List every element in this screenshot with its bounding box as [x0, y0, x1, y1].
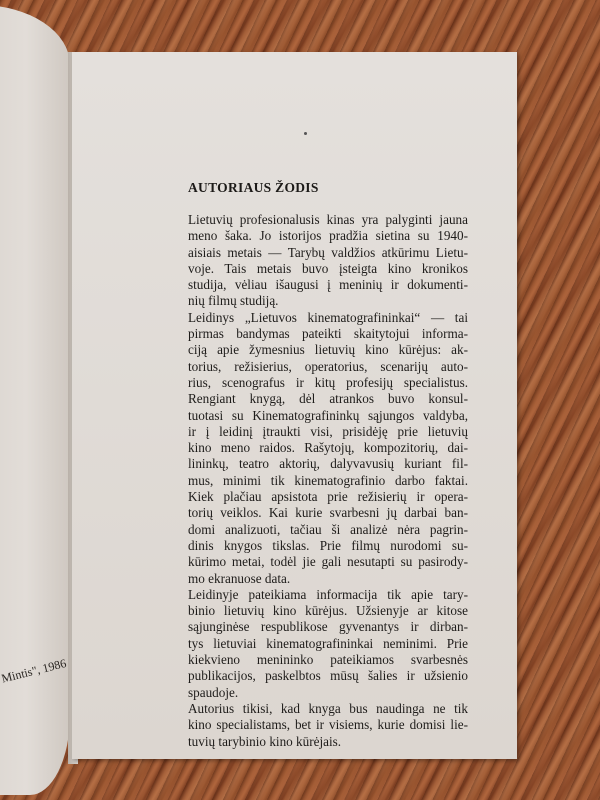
text-line: Leidinys „Lietuvos kinematografininkai“ — tai — [188, 309, 468, 325]
text-line: binio lietuvių kino kūrėjus. Užsienyje ar kitose — [188, 603, 468, 619]
text-line: kiekvieno menininko pateikiamos svarbesnės — [188, 652, 468, 668]
text-line: kino meno raidos. Rašytojų, kompozitorių, dai- — [188, 440, 468, 456]
text-line: Kiek plačiau apsistota prie režisierių ir opera- — [188, 489, 468, 505]
text-line: sąjunginėse respublikose gyvenantys ir dirban- — [188, 619, 468, 635]
text-line: lininkų, teatro aktorių, dalyvavusių kuriant fil- — [188, 456, 468, 472]
text-line: tuotasi su Kinematografininkų sąjungos valdyba, — [188, 407, 468, 423]
text-line: domi analizuoti, tačiau ši analizė nėra pagrin- — [188, 521, 468, 537]
page-heading: AUTORIAUS ŽODIS — [188, 180, 319, 195]
text-line: ciją apie žymesnius lietuvių kino kūrėjus: ak- — [188, 342, 468, 358]
text-line: torius, režisierius, operatorius, scenarijų auto- — [188, 358, 468, 374]
left-page-imprint: Mintis", 1986 — [0, 655, 68, 686]
text-line: Lietuvių profesionalusis kinas yra palyginti jauna — [188, 212, 468, 227]
text-line: kūrimo metai, todėl jie gali nesutapti su pasirody- — [188, 554, 468, 570]
text-line: mo ekranuose data. — [188, 570, 291, 586]
text-line: kino specialistams, bet ir visiems, kurie domisi lie- — [188, 717, 468, 733]
body-text — [188, 212, 468, 750]
text-line: publikacijos, paskelbtos mūsų šalies ir užsienio — [188, 668, 468, 684]
text-line: Leidinyje pateikiama informacija tik apie tary- — [188, 586, 468, 602]
text-line: rius, scenografus ir kitų profesijų specialistus. — [188, 374, 468, 390]
page-mark — [304, 132, 307, 135]
text-line: spaudoje. — [188, 684, 239, 700]
text-line: torių veiklos. Kai kurie svarbesni jų darbai ban- — [188, 505, 468, 521]
text-line: Autorius tikisi, kad knyga bus naudinga ne tik — [188, 700, 468, 716]
text-line: aisiais metais — Tarybų valdžios atkūrimu Lietu- — [188, 244, 468, 260]
text-line: dinis knygos tikslas. Prie filmų nurodomi su- — [188, 537, 468, 553]
text-line: meno šaka. Jo istorijos pradžia sietina su 1940- — [188, 228, 468, 244]
right-page — [72, 52, 517, 759]
text-line: Rengiant knygą, dėl atrankos buvo konsul- — [188, 391, 468, 407]
text-line: mus, minimi tik kinematografinio darbo faktai. — [188, 472, 468, 488]
text-line: studija, vėliau išaugusi į meninių ir dokumenti- — [188, 277, 468, 293]
text-line: nių filmų studiją. — [188, 293, 279, 309]
text-line: pirmas bandymas pateikti skaitytojui informa- — [188, 326, 468, 342]
text-line: ir į leidinį įtraukti visi, prisidėję prie lietuvių — [188, 423, 468, 439]
text-line: voje. Tais metais buvo įsteigta kino kronikos — [188, 260, 468, 276]
text-line: tuvių tarybinio kino kūrėjais. — [188, 733, 342, 749]
text-line: tys lietuviai kinematografininkai neminimi. Prie — [188, 635, 468, 651]
